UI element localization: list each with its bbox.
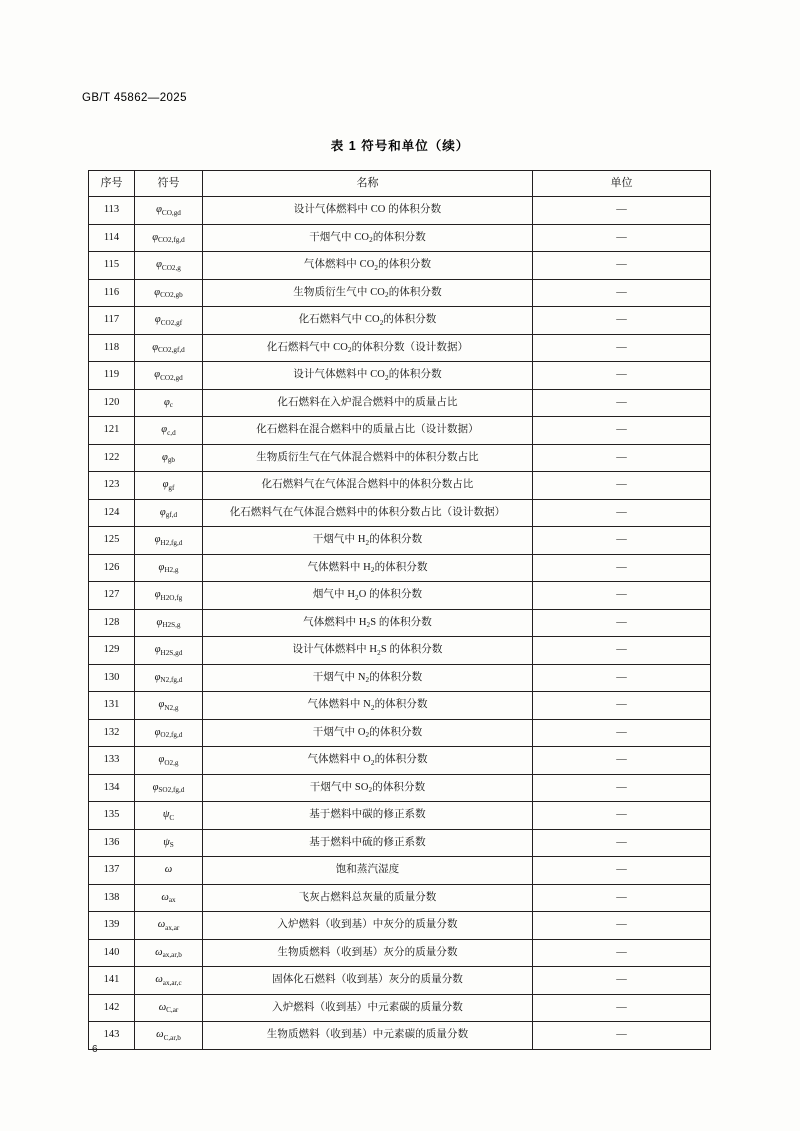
row-index: 141 <box>89 967 135 995</box>
table-row <box>89 1022 711 1050</box>
table-row <box>89 307 711 335</box>
row-symbol <box>135 362 203 390</box>
row-symbol <box>135 829 203 857</box>
symbol-subscript: CO,gd <box>161 208 181 217</box>
table-row <box>89 417 711 445</box>
row-description: 入炉燃料（收到基）中灰分的质量分数 <box>203 912 533 940</box>
column-header-no: 序号 <box>89 171 135 197</box>
row-unit: — <box>533 224 711 252</box>
table-row <box>89 747 711 775</box>
row-symbol <box>135 334 203 362</box>
row-description: 干烟气中 $CO_2$的体积分数 <box>203 224 533 252</box>
table-row <box>89 967 711 995</box>
row-description: 烟气中 $H_2O$ 的体积分数 <box>203 582 533 610</box>
table-row <box>89 994 711 1022</box>
row-symbol <box>135 527 203 555</box>
row-symbol <box>135 554 203 582</box>
row-index: 140 <box>89 939 135 967</box>
row-symbol <box>135 939 203 967</box>
row-unit: — <box>533 774 711 802</box>
row-description: 生物质衍生气在气体混合燃料中的体积分数占比 <box>203 444 533 472</box>
row-unit: — <box>533 1022 711 1050</box>
symbol-glyph: φ <box>163 396 170 408</box>
row-unit: — <box>533 802 711 830</box>
table-row <box>89 224 711 252</box>
row-symbol <box>135 692 203 720</box>
row-symbol <box>135 884 203 912</box>
symbol-subscript: C,ar <box>166 1006 179 1015</box>
symbol-glyph: ω <box>161 891 169 903</box>
table-row <box>89 197 711 225</box>
column-header-unit: 单位 <box>533 171 711 197</box>
symbol-subscript: ax <box>168 896 176 905</box>
row-description: 设计气体燃料中 CO 的体积分数 <box>203 197 533 225</box>
row-symbol <box>135 664 203 692</box>
row-symbol <box>135 197 203 225</box>
row-unit: — <box>533 609 711 637</box>
row-description: 生物质衍生气中 $CO_2$的体积分数 <box>203 279 533 307</box>
row-description: 化石燃料气中 $CO_2$的体积分数 <box>203 307 533 335</box>
row-unit: — <box>533 664 711 692</box>
symbol-subscript: CO2,gf <box>160 318 183 327</box>
row-description: 化石燃料气在气体混合燃料中的体积分数占比 <box>203 472 533 500</box>
row-symbol <box>135 582 203 610</box>
row-unit: — <box>533 197 711 225</box>
symbol-glyph: φ <box>152 781 159 793</box>
row-symbol <box>135 802 203 830</box>
row-unit: — <box>533 554 711 582</box>
symbol-glyph: φ <box>156 616 163 628</box>
row-symbol <box>135 609 203 637</box>
row-unit: — <box>533 747 711 775</box>
row-symbol <box>135 444 203 472</box>
symbol-glyph: φ <box>161 424 168 436</box>
symbol-subscript: CO2,fg,d <box>158 236 185 245</box>
row-index: 139 <box>89 912 135 940</box>
row-description: 生物质燃料（收到基）中元素碳的质量分数 <box>203 1022 533 1050</box>
symbol-glyph: φ <box>154 286 161 298</box>
row-symbol <box>135 747 203 775</box>
row-index: 134 <box>89 774 135 802</box>
row-unit: — <box>533 829 711 857</box>
row-index: 120 <box>89 389 135 417</box>
table-title: 表 1 符号和单位（续） <box>330 139 470 153</box>
symbol-glyph: ψ <box>162 809 170 821</box>
symbol-glyph: φ <box>152 231 159 243</box>
table-row <box>89 472 711 500</box>
symbol-subscript: CO2,g <box>161 263 181 272</box>
row-unit: — <box>533 472 711 500</box>
row-index: 138 <box>89 884 135 912</box>
symbol-glyph: ω <box>164 864 173 876</box>
symbol-subscript: S <box>169 841 174 850</box>
row-symbol <box>135 857 203 885</box>
table-row <box>89 362 711 390</box>
row-symbol <box>135 1022 203 1050</box>
table-row <box>89 527 711 555</box>
row-symbol <box>135 252 203 280</box>
row-unit: — <box>533 444 711 472</box>
row-unit: — <box>533 307 711 335</box>
row-description: 基于燃料中碳的修正系数 <box>203 802 533 830</box>
symbol-glyph: φ <box>158 754 165 766</box>
row-index: 131 <box>89 692 135 720</box>
symbol-subscript: N2,fg,d <box>160 676 183 685</box>
table-row <box>89 939 711 967</box>
row-index: 135 <box>89 802 135 830</box>
row-index: 125 <box>89 527 135 555</box>
row-description: 气体燃料中 $O_2$的体积分数 <box>203 747 533 775</box>
table-row <box>89 444 711 472</box>
symbol-glyph: φ <box>154 671 161 683</box>
row-index: 124 <box>89 499 135 527</box>
row-index: 142 <box>89 994 135 1022</box>
table-row <box>89 774 711 802</box>
symbol-glyph: ω <box>155 974 163 986</box>
row-symbol <box>135 472 203 500</box>
symbol-subscript: H2S,g <box>162 621 181 630</box>
symbol-subscript: C,ar,b <box>163 1033 181 1042</box>
page-number: 6 <box>92 1044 98 1055</box>
table-row <box>89 252 711 280</box>
row-unit: — <box>533 967 711 995</box>
symbol-glyph: ψ <box>163 836 170 848</box>
table-header-row <box>89 171 711 197</box>
row-unit: — <box>533 884 711 912</box>
row-index: 130 <box>89 664 135 692</box>
table-row <box>89 499 711 527</box>
table-row <box>89 582 711 610</box>
row-index: 129 <box>89 637 135 665</box>
table-row <box>89 719 711 747</box>
column-header-symbol: 符号 <box>135 171 203 197</box>
symbol-subscript: SO2,fg,d <box>158 786 185 795</box>
row-unit: — <box>533 499 711 527</box>
row-description: 气体燃料中 $H_2$的体积分数 <box>203 554 533 582</box>
table-row <box>89 857 711 885</box>
symbol-subscript: c,d <box>167 428 176 437</box>
row-symbol <box>135 967 203 995</box>
symbol-glyph: φ <box>154 314 161 326</box>
row-unit: — <box>533 719 711 747</box>
row-unit: — <box>533 637 711 665</box>
symbol-subscript: gb <box>167 456 175 465</box>
symbol-glyph: φ <box>156 259 162 271</box>
table-row <box>89 279 711 307</box>
symbol-glyph: ω <box>156 1029 164 1041</box>
table-row <box>89 884 711 912</box>
row-unit: — <box>533 389 711 417</box>
table-row <box>89 334 711 362</box>
symbol-subscript: ax,ar,b <box>162 951 182 960</box>
row-index: 128 <box>89 609 135 637</box>
symbol-subscript: H2O,fg <box>160 593 183 602</box>
row-index: 132 <box>89 719 135 747</box>
row-description: 化石燃料在入炉混合燃料中的质量占比 <box>203 389 533 417</box>
row-index: 136 <box>89 829 135 857</box>
table-body <box>89 197 711 1050</box>
row-index: 126 <box>89 554 135 582</box>
row-unit: — <box>533 582 711 610</box>
symbol-glyph: φ <box>156 204 162 216</box>
column-header-name: 名称 <box>203 171 533 197</box>
row-unit: — <box>533 912 711 940</box>
row-index: 115 <box>89 252 135 280</box>
row-description: 化石燃料气在气体混合燃料中的体积分数占比（设计数据） <box>203 499 533 527</box>
row-index: 127 <box>89 582 135 610</box>
symbol-subscript: H2,g <box>164 566 179 575</box>
row-description: 气体燃料中 $H_2S$ 的体积分数 <box>203 609 533 637</box>
table-row <box>89 692 711 720</box>
row-symbol <box>135 279 203 307</box>
row-description: 饱和蒸汽湿度 <box>203 857 533 885</box>
symbol-glyph: φ <box>159 506 166 518</box>
symbol-glyph: φ <box>158 561 165 573</box>
symbol-glyph: φ <box>154 726 161 738</box>
row-index: 123 <box>89 472 135 500</box>
row-unit: — <box>533 527 711 555</box>
symbol-glyph: φ <box>154 644 161 656</box>
row-description: 设计气体燃料中 $CO_2$的体积分数 <box>203 362 533 390</box>
row-symbol <box>135 912 203 940</box>
row-unit: — <box>533 252 711 280</box>
row-index: 117 <box>89 307 135 335</box>
symbol-subscript: H2S,gd <box>160 648 183 657</box>
row-unit: — <box>533 857 711 885</box>
table-row <box>89 802 711 830</box>
row-index: 121 <box>89 417 135 445</box>
row-index: 143 <box>89 1022 135 1050</box>
symbol-subscript: CO2,gb <box>160 291 183 300</box>
symbol-subscript: gf,d <box>165 511 178 520</box>
row-description: 设计气体燃料中 $H_2S$ 的体积分数 <box>203 637 533 665</box>
row-description: 气体燃料中 $N_2$的体积分数 <box>203 692 533 720</box>
row-symbol <box>135 224 203 252</box>
row-unit: — <box>533 279 711 307</box>
row-index: 122 <box>89 444 135 472</box>
row-description: 入炉燃料（收到基）中元素碳的质量分数 <box>203 994 533 1022</box>
row-index: 113 <box>89 197 135 225</box>
standard-number: GB/T 45862—2025 <box>82 92 187 104</box>
row-unit: — <box>533 334 711 362</box>
symbol-glyph: φ <box>162 479 169 491</box>
row-description: 干烟气中 $N_2$的体积分数 <box>203 664 533 692</box>
symbol-subscript: CO2,gd <box>160 373 183 382</box>
row-symbol <box>135 499 203 527</box>
row-index: 116 <box>89 279 135 307</box>
symbol-glyph: φ <box>154 534 161 546</box>
row-description: 固体化石燃料（收到基）灰分的质量分数 <box>203 967 533 995</box>
table-row <box>89 829 711 857</box>
row-symbol <box>135 774 203 802</box>
symbol-subscript: ax,ar,c <box>162 978 182 987</box>
row-description: 飞灰占燃料总灰量的质量分数 <box>203 884 533 912</box>
symbol-glyph: φ <box>154 589 161 601</box>
row-index: 133 <box>89 747 135 775</box>
symbol-glyph: ω <box>155 946 163 958</box>
row-description: 干烟气中 $O_2$的体积分数 <box>203 719 533 747</box>
row-index: 137 <box>89 857 135 885</box>
row-description: 气体燃料中 $CO_2$的体积分数 <box>203 252 533 280</box>
row-description: 化石燃料气中 $CO_2$的体积分数（设计数据） <box>203 334 533 362</box>
row-description: 干烟气中 $H_2$的体积分数 <box>203 527 533 555</box>
symbol-glyph: φ <box>154 369 161 381</box>
row-index: 119 <box>89 362 135 390</box>
row-description: 基于燃料中硫的修正系数 <box>203 829 533 857</box>
table-row <box>89 389 711 417</box>
row-description: 干烟气中 $SO_2$的体积分数 <box>203 774 533 802</box>
table-row <box>89 912 711 940</box>
row-symbol <box>135 389 203 417</box>
row-symbol <box>135 719 203 747</box>
table-row <box>89 609 711 637</box>
symbol-glyph: ω <box>158 1001 167 1013</box>
row-description: 生物质燃料（收到基）灰分的质量分数 <box>203 939 533 967</box>
symbol-subscript: ax,ar <box>165 923 180 932</box>
table-row <box>89 554 711 582</box>
row-index: 114 <box>89 224 135 252</box>
row-unit: — <box>533 417 711 445</box>
row-unit: — <box>533 362 711 390</box>
symbol-subscript: c <box>169 401 173 410</box>
symbol-glyph: φ <box>152 341 159 353</box>
symbol-glyph: φ <box>158 699 165 711</box>
symbol-subscript: gf <box>168 483 175 492</box>
row-unit: — <box>533 994 711 1022</box>
symbol-subscript: O2,fg,d <box>160 731 183 740</box>
symbol-subscript: H2,fg,d <box>160 538 183 547</box>
row-description: 化石燃料在混合燃料中的质量占比（设计数据） <box>203 417 533 445</box>
row-symbol <box>135 994 203 1022</box>
row-symbol <box>135 307 203 335</box>
row-unit: — <box>533 692 711 720</box>
symbol-glyph: ω <box>157 919 166 931</box>
table-row <box>89 664 711 692</box>
symbol-subscript: N2,g <box>164 703 179 712</box>
row-index: 118 <box>89 334 135 362</box>
symbol-subscript: CO2,gf,d <box>158 346 185 355</box>
symbols-and-units-table <box>88 170 711 1050</box>
row-unit: — <box>533 939 711 967</box>
symbol-glyph: φ <box>162 451 168 463</box>
symbol-subscript: O2,g <box>164 758 179 767</box>
table-row <box>89 637 711 665</box>
row-symbol <box>135 637 203 665</box>
symbol-subscript: C <box>169 813 175 822</box>
row-symbol <box>135 417 203 445</box>
